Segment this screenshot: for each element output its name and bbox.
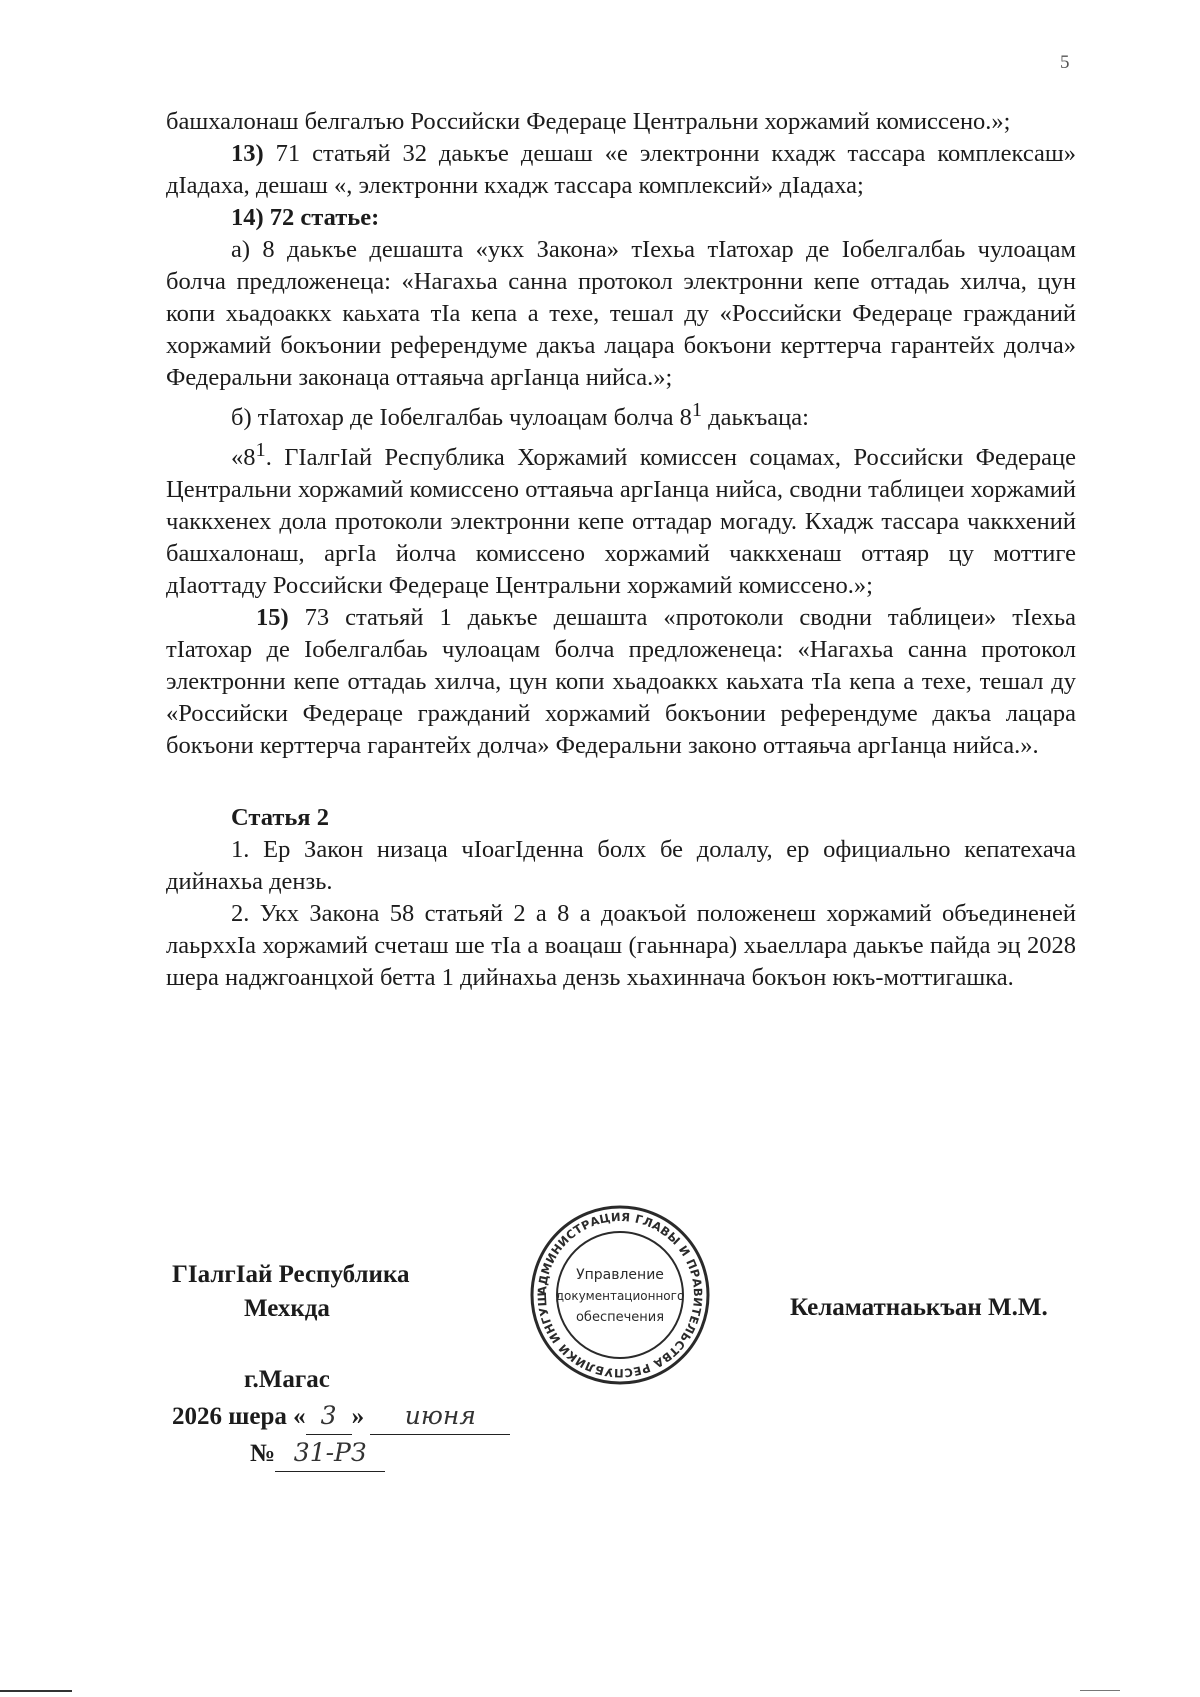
law-number-handwritten: 31-РЗ (275, 1435, 385, 1472)
article-2-part-2: 2. Укх Закона 58 статьяй 2 а 8 а доакъой положенеш хоржамий объединеней лаьрххIа хоржамий счеташ ше тIа а воацаш (гаьннара) хьаеллара даькъе пайда эц 2028 шера наджгоанцхой бетта 1 дийнахьа дензь хьахиннача бокъон юкъ-моттигашка. (166, 900, 1076, 992)
item-13-text: 71 статьяй 32 даькъе дешаш «е электронни кхадж тассара комплексаш» дIадаха, дешаш «, электронни кхадж тассара комплексий» дIадаха; (166, 140, 1076, 199)
date-day-handwritten: 3 (306, 1398, 352, 1435)
paragraph-subitem-b (166, 394, 1076, 434)
subitem-b-end: даькъаца: (702, 404, 809, 432)
part-8-1-superscript: 1 (255, 439, 266, 462)
law-number-label: № (250, 1440, 276, 1467)
spacer (166, 762, 1076, 794)
paragraph-item-14-heading: 14) 72 статье: (231, 204, 380, 231)
paragraph-item-13 (166, 138, 1076, 202)
part-8-1-text: . ГIалгIай Республика Хоржамий комиссен соцамах, Российски Федераце Центральни хоржамий комиссено оттаяьча аргIанца нийса, сводни таблицеи хоржамий чаккхенех дола протоколи электронни кепе оттадар могаду. Кхадж тассара чаккхений башхалонаш, аргIа йолча комиссено хоржамий чаккхенаш оттаяр цу моттиге дIаоттаду Российски Федераце Центральни хоржамий комиссено.»; (166, 444, 1076, 600)
article-2-part-1: 1. Ер Закон низаца чIоагIденна болх бе долалу, ер официально кепатехача дийнахьа дензь. (166, 836, 1076, 896)
signature-title-block (172, 1258, 409, 1326)
signature-title-line-2: Мехкда (244, 1295, 330, 1322)
scan-edge-mark (0, 1690, 72, 1692)
item-number-13: 13) (231, 140, 264, 167)
signature-title-line-1: ГIалгIай Республика (172, 1261, 410, 1288)
date-quote-close: » (351, 1403, 365, 1430)
paragraph-continuation: башхалонаш белгалъю Российски Федераце Центральни хоржамий комиссено.»; (166, 108, 1011, 135)
law-number-line (172, 1435, 510, 1472)
seal-center-line-2: документационного (555, 1289, 685, 1303)
signer-name: Келаматнаькъан М.М. (790, 1294, 1048, 1321)
paragraph-part-8-1 (166, 434, 1076, 602)
date-year-prefix: 2026 шера « (172, 1403, 306, 1430)
scan-edge-mark-right (1080, 1690, 1120, 1691)
subitem-b-superscript: 1 (691, 399, 703, 421)
seal-center-line-3: обеспечения (575, 1310, 665, 1325)
article-title: Статья 2 (231, 804, 329, 832)
item-15-text: 73 статьяй 1 даькъе дешашта «протоколи сводни таблицеи» тIехьа тIатохар де Iобелгалбаь чулоацам болча предложенеца: «Нагахьа санна протокол электронни кепе оттадаь хилча, цун копи хьадоаккх каьхата тIа кепа а техе, тешал ду «Российски Федераце гражданий хоржамий бокъонии референдуме дакъа лацара бокъони керттерча гарантейх долча» Федеральни законо оттаяьча аргIанца нийса.». (166, 604, 1076, 760)
city: г.Магас (244, 1366, 330, 1393)
paragraph-item-15 (166, 602, 1076, 762)
place-date-block (172, 1362, 510, 1472)
date-line (172, 1398, 510, 1435)
item-number-15: 15) (256, 604, 289, 632)
seal-ring-text: АДМИНИСТРАЦИЯ ГЛАВЫ И ПРАВИТЕЛЬСТВА РЕСПУБЛИКИ ИНГУШ (534, 1209, 706, 1381)
official-seal (528, 1203, 712, 1387)
date-month-handwritten: июня (370, 1398, 510, 1435)
seal-graphic (528, 1203, 712, 1387)
page-number: 5 (1060, 52, 1070, 73)
part-8-1-start: «8 (231, 444, 256, 472)
subitem-b-text: б) тIатохар де Iобелгалбаь чулоацам болча 8 (231, 404, 692, 432)
document-body (166, 106, 1076, 994)
seal-center-line-1: Управление (576, 1267, 664, 1283)
paragraph-subitem-a: а) 8 даькъе дешашта «укх Закона» тIехьа тIатохар де Iобелгалбаь чулоацам болча предложенеца: «Нагахьа санна протокол электронни кепе оттадаь хилча, цун копи хьадоаккх каьхата тIа кепа а техе, тешал ду «Российски Федераце гражданий хоржамий бокъонии референдуме дакъа лацара бокъони керттерча гарантейх долча» Федеральни законаца оттаяьча аргIанца нийса.»; (166, 236, 1076, 391)
